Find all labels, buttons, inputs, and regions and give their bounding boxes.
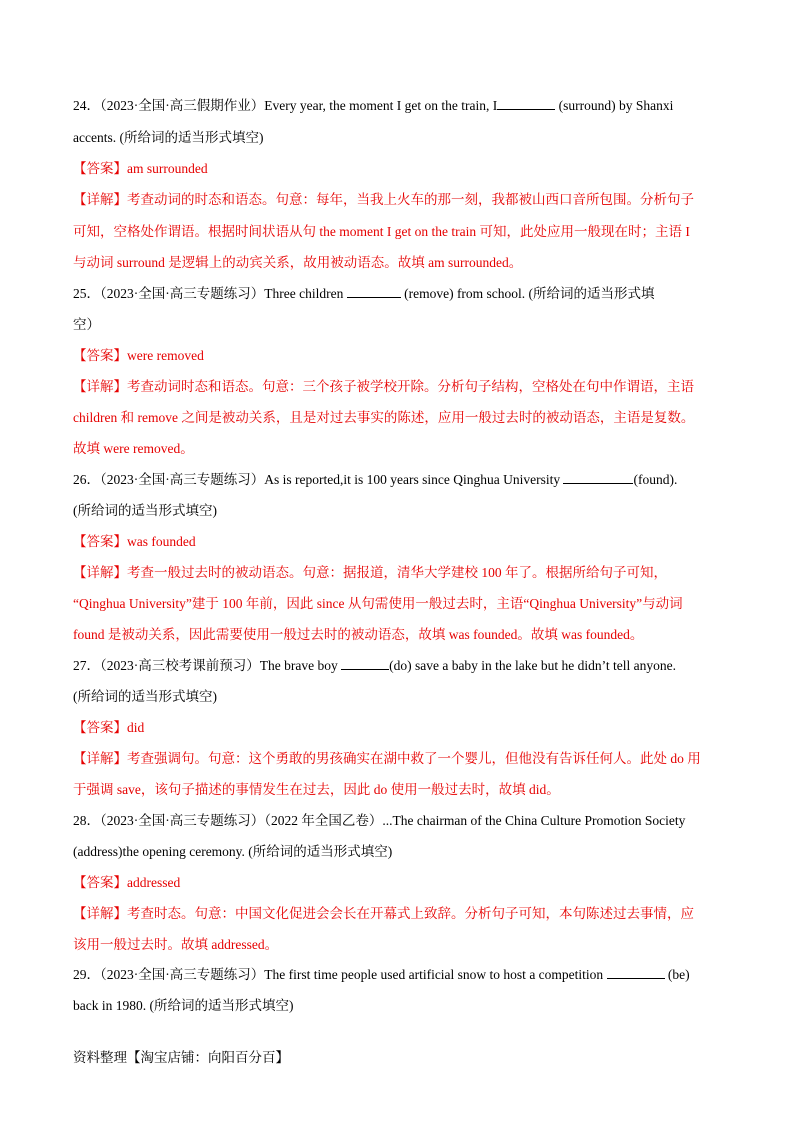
q27-answer: 【答案】did — [73, 720, 145, 735]
q26-source: （2023·全国·高三专题练习） — [100, 472, 265, 487]
q28-line2: (address)the opening ceremony. (所给词的适当形式填空) — [73, 844, 393, 859]
q26-detail-line: 【详解】考查一般过去时的被动语态。句意：据报道，清华大学建校 100 年了。根据所给句子可知， — [73, 565, 667, 580]
q24-blank[interactable] — [497, 97, 555, 110]
q24-detail-line: 与动词 surround 是逻辑上的动宾关系，故用被动语态。故填 am surrounded。 — [73, 255, 523, 270]
q29-number: 29． — [73, 967, 100, 982]
q25-detail-line: children 和 remove 之间是被动关系，且是对过去事实的陈述，应用一般过去时的被动语态，主语是复数。 — [73, 410, 695, 425]
q25-detail-line: 故填 were removed。 — [73, 441, 194, 456]
q24-detail-line: 【详解】考查动词的时态和语态。句意：每年，当我上火车的那一刻，我都被山西口音所包围。分析句子 — [73, 192, 694, 207]
q26-line1 — [73, 471, 733, 489]
q25-line1 — [73, 285, 733, 303]
q25-answer: 【答案】were removed — [73, 348, 204, 363]
q28-text: ...The chairman of the China Culture Promotion Society — [382, 813, 686, 828]
q27-text: The brave boy — [259, 658, 342, 673]
q24-line2: accents. (所给词的适当形式填空) — [73, 130, 264, 145]
q24-detail-line: 可知，空格处作谓语。根据时间状语从句 the moment I get on the train 可知，此处应用一般现在时；主语 I — [73, 224, 690, 239]
q26-text: As is reported,it is 100 years since Qinghua University — [264, 472, 564, 487]
q26-number: 26． — [73, 472, 100, 487]
q28-detail-line: 该用一般过去时。故填 addressed。 — [73, 937, 279, 952]
q28-answer: 【答案】addressed — [73, 875, 181, 890]
q25-text: Three children — [264, 286, 347, 301]
q26-detail-line: “Qinghua University”建于 100 年前，因此 since 从句需使用一般过去时，主语“Qinghua University”与动词 — [73, 596, 683, 611]
q29-text-after: (be) — [664, 967, 690, 982]
q26-answer: 【答案】was founded — [73, 534, 196, 549]
q29-text: The first time people used artificial snow to host a competition — [264, 967, 607, 982]
q27-detail-line: 于强调 save，该句子描述的事情发生在过去，因此 do 使用一般过去时，故填 did。 — [73, 782, 560, 797]
q25-source: （2023·全国·高三专题练习） — [100, 286, 265, 301]
q25-detail-line: 【详解】考查动词时态和语态。句意：三个孩子被学校开除。分析句子结构，空格处在句中作谓语，主语 — [73, 379, 694, 394]
q28-line1 — [73, 812, 733, 830]
q27-source: （2023·高三校考课前预习） — [100, 658, 260, 673]
q25-number: 25． — [73, 286, 100, 301]
q24-source: （2023·全国·高三假期作业） — [100, 98, 265, 113]
q25-text-after: (remove) from school. (所给词的适当形式填 — [400, 286, 655, 301]
q27-number: 27． — [73, 658, 100, 673]
q27-detail-line: 【详解】考查强调句。句意：这个勇敢的男孩确实在湖中救了一个婴儿，但他没有告诉任何人。此处 do 用 — [73, 751, 701, 766]
q26-line2: (所给词的适当形式填空) — [73, 503, 217, 518]
q27-blank[interactable] — [341, 657, 389, 670]
q24-text: Every year, the moment I get on the train, I — [264, 98, 498, 113]
q27-line2: (所给词的适当形式填空) — [73, 689, 217, 704]
q26-blank[interactable] — [563, 471, 633, 484]
q26-text-after: (found). — [633, 472, 678, 487]
q27-line1 — [73, 657, 733, 675]
q24-answer: 【答案】am surrounded — [73, 161, 208, 176]
q29-line1 — [73, 966, 733, 984]
q29-blank[interactable] — [607, 966, 665, 979]
q29-source: （2023·全国·高三专题练习） — [100, 967, 265, 982]
q24-line1 — [73, 97, 733, 115]
q28-number: 28． — [73, 813, 100, 828]
q28-source: （2023·全国·高三专题练习）（2022 年全国乙卷） — [100, 813, 383, 828]
q24-text-after: (surround) by Shanxi — [555, 98, 674, 113]
q25-blank[interactable] — [347, 285, 401, 298]
footer-note: 资料整理【淘宝店铺：向阳百分百】 — [73, 1050, 289, 1065]
q28-detail-line: 【详解】考查时态。句意：中国文化促进会会长在开幕式上致辞。分析句子可知，本句陈述过去事情，应 — [73, 906, 694, 921]
q29-line2: back in 1980. (所给词的适当形式填空) — [73, 998, 294, 1013]
q25-line2: 空） — [73, 317, 100, 332]
q24-number: 24． — [73, 98, 100, 113]
q26-detail-line: found 是被动关系，因此需要使用一般过去时的被动语态，故填 was founded。故填 was founded。 — [73, 627, 644, 642]
q27-text-after: (do) save a baby in the lake but he didn’t tell anyone. — [389, 658, 677, 673]
